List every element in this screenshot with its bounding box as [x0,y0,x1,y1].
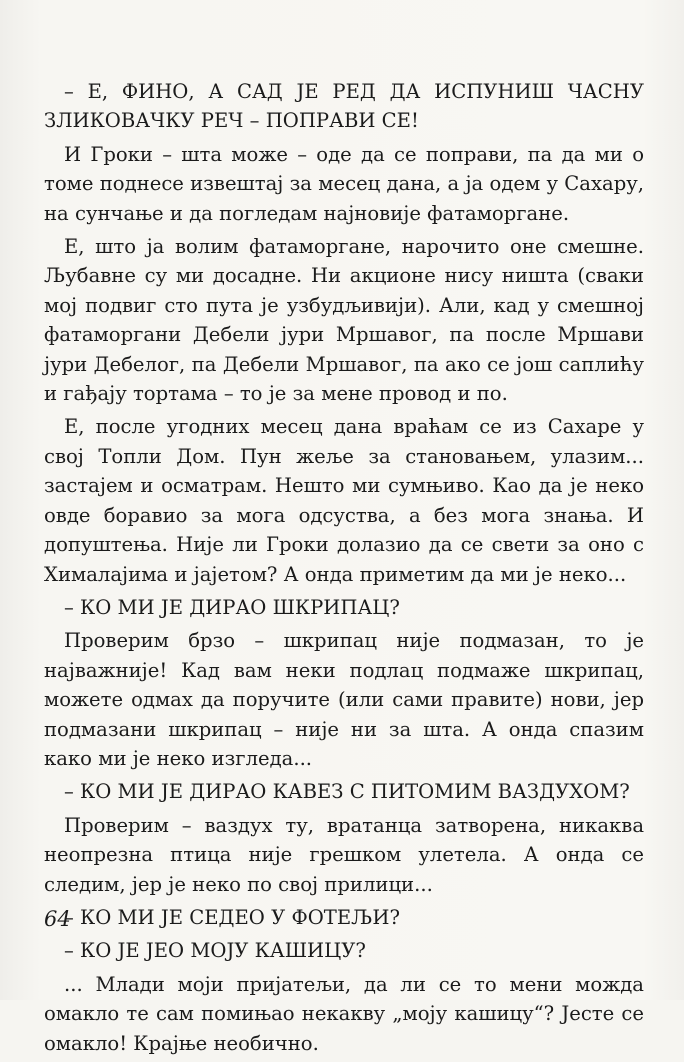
paragraph-4: Е, после угодних месец дана враћам се из Сахаре у свој Топли Дом. Пун жеље за становањем, улазим... застајем и осматрам. Нешто ми сумњиво. Као да је неко овде боравио за мога одсуства, а без мога знања. И допуштења. Није ли Гроки долазио да се свети за оно с Хималајима и јајетом? А онда приметим да ми је неко... [44,415,644,586]
dialogue-line-3: – КО МИ ЈЕ СЕДЕО У ФОТЕЉИ? [64,905,400,929]
paragraph-5: Проверим брзо – шкрипац није подмазан, то је најважније! Кад вам неки подлац подмаже шкрипац, можете одмах да поручите (или сами правите) нови, јер подмазани шкрипац – није ни за шта. А онда спазим како ми је неко изгледа... [44,629,644,770]
paragraph-3: Е, што ја волим фатаморгане, нарочито оне смешне. Љубавне су ми досадне. Ни акционе нису ништа (сваки мој подвиг сто пута је узбудљивији). Али, кад у смешној фатаморгани Дебели јури Мршавог, па после Мршави јури Дебелог, па Дебели Мршавог, па ако се још саплићу и гађају тортама – то је за мене провод и по. [44,235,644,406]
page-number: 64 [44,907,71,931]
dialogue-line-1: – КО МИ ЈЕ ДИРАО ШКРИПАЦ? [64,595,400,619]
paragraph-7: ... Млади моји пријатељи, да ли се то мени можда омакло те сам помињао некакву „моју кашицу“? Јесте се омакло! Крајње необично. [44,972,644,1055]
dialogue-line-4: – КО ЈЕ ЈЕО МОЈУ КАШИЦУ? [64,939,366,963]
paragraph-1: – Е, ФИНО, А САД ЈЕ РЕД ДА ИСПУНИШ ЧАСНУ ЗЛИКОВАЧКУ РЕЧ – ПОПРАВИ СЕ! [44,80,644,133]
body-text [44,77,644,1062]
dialogue-line-2: – КО МИ ЈЕ ДИРАО КАВЕЗ С ПИТОМИМ ВАЗДУХОМ? [64,780,630,804]
paragraph-6: Проверим – ваздух ту, вратанца затворена, никаква неопрезна птица није грешком улетела. А онда се следим, јер је неко по свој прилици... [44,813,644,896]
paragraph-2: И Гроки – шта може – оде да се поправи, па да ми о томе поднесе извештај за месец дана, а ја одем у Сахару, на сунчање и да погледам најновије фатаморгане. [44,142,644,225]
